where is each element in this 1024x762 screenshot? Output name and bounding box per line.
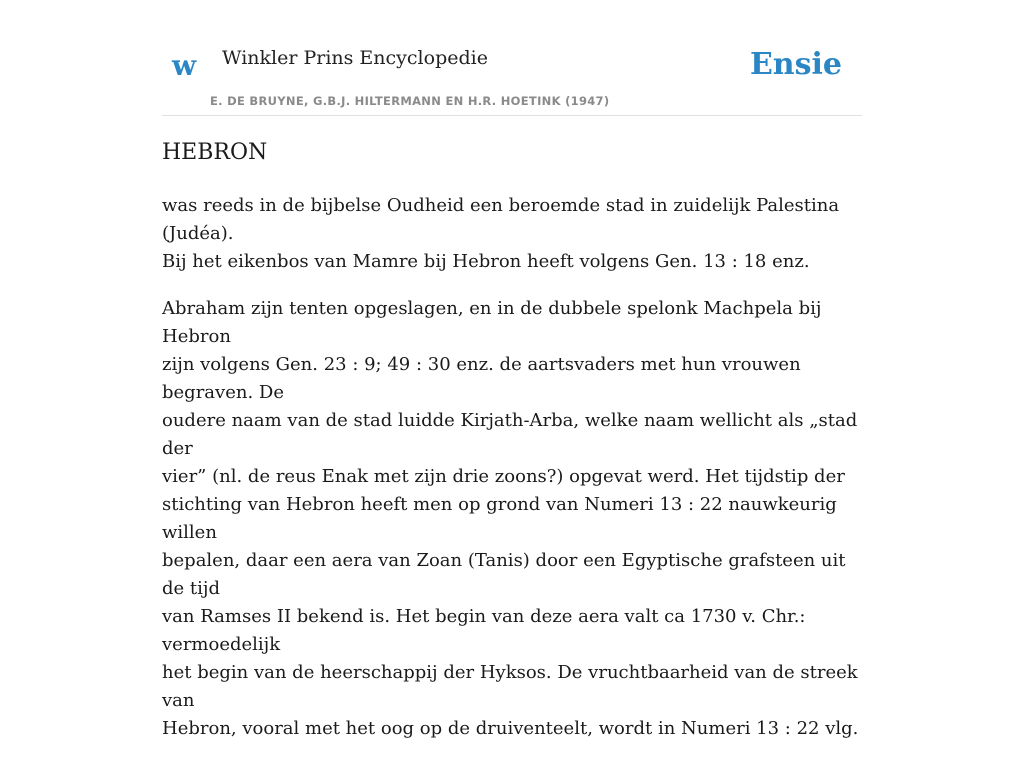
article-paragraph: was reeds in de bijbelse Oudheid een beroemde stad in zuidelijk Palestina (Judéa). Bij het eikenbos van Mamre bij Hebron heeft volgens Gen. 13 : 18 enz.: [162, 195, 840, 272]
page-header: [162, 38, 862, 116]
article-title: HEBRON: [162, 140, 268, 165]
publication-title[interactable]: Winkler Prins Encyclopedie: [222, 47, 488, 69]
article-body: [162, 192, 866, 762]
ensie-logo[interactable]: Ensie: [749, 47, 842, 82]
article-paragraph: Abraham zijn tenten opgeslagen, en in de dubbele spelonk Machpela bij Hebron zijn volgens Gen. 23 : 9; 49 : 30 enz. de aartsvaders met hun vrouwen begraven. De oudere naam van de stad luidde Kirjath-Arba, welke naam wellicht als „stad der vier” (nl. de reus Enak met zijn drie zoons?) opgevat werd. Het tijdstip der stichting van Hebron heeft men op grond van Numeri 13 : 22 nauwkeurig willen bepalen, daar een aera van Zoan (Tanis) door een Egyptische grafsteen uit de tijd van Ramses II bekend is. Het begin van deze aera valt ca 1730 v. Chr.: vermoedelijk het begin van de heerschappij der Hyksos. De vruchtbaarheid van de streek van Hebron, vooral met het oog op de druiventeelt, wordt in Numeri 13 : 22 vlg.: [162, 298, 859, 739]
winkler-prins-logo[interactable]: w: [172, 49, 197, 82]
publication-authors: E. DE BRUYNE, G.B.J. HILTERMANN EN H.R. HOETINK (1947): [210, 94, 610, 108]
